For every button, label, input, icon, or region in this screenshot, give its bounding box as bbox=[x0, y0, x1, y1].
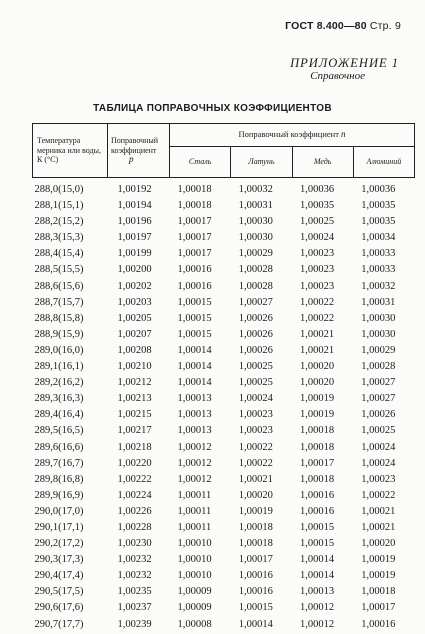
copper-cell: 1,00036 bbox=[300, 184, 335, 195]
temperature-cell: 289,8(16,8) bbox=[34, 473, 84, 485]
temperature-cell: 288,7(15,7) bbox=[34, 296, 84, 308]
temperature-cell: 288,2(15,2) bbox=[34, 216, 84, 228]
brass-cell: 1,00032 bbox=[238, 184, 273, 195]
column-header-n: Поправочный коэффициент n bbox=[170, 124, 415, 147]
correction-coefficients-table bbox=[32, 123, 415, 633]
temperature-cell: 289,4(16,4) bbox=[34, 409, 84, 421]
table-row bbox=[33, 552, 415, 568]
aluminum-cell: 1,00030 bbox=[361, 312, 396, 324]
appendix-title: ПРИЛОЖЕНИЕ 1 bbox=[290, 56, 399, 70]
table-row bbox=[33, 311, 415, 327]
aluminum-cell: 1,00016 bbox=[361, 618, 396, 630]
steel-cell: 1,00010 bbox=[177, 538, 212, 550]
copper-cell: 1,00023 bbox=[300, 264, 335, 276]
aluminum-cell: 1,00033 bbox=[361, 248, 396, 260]
steel-cell: 1,00016 bbox=[177, 264, 212, 276]
table-body bbox=[33, 178, 415, 633]
aluminum-cell: 1,00033 bbox=[361, 264, 396, 276]
table-row bbox=[33, 327, 415, 343]
p-cell: 1,00237 bbox=[117, 602, 152, 614]
aluminum-cell: 1,00031 bbox=[361, 296, 396, 308]
temperature-cell: 290,4(17,4) bbox=[34, 570, 84, 582]
aluminum-cell: 1,00020 bbox=[361, 538, 396, 550]
steel-cell: 1,00013 bbox=[177, 425, 212, 437]
copper-cell: 1,00012 bbox=[300, 602, 335, 614]
aluminum-cell: 1,00019 bbox=[361, 570, 396, 582]
p-cell: 1,00192 bbox=[117, 184, 152, 195]
brass-cell: 1,00026 bbox=[238, 312, 273, 324]
p-cell: 1,00239 bbox=[117, 618, 152, 630]
temperature-cell: 290,3(17,3) bbox=[34, 554, 84, 566]
table-header bbox=[33, 124, 415, 178]
copper-cell: 1,00035 bbox=[300, 200, 335, 212]
steel-cell: 1,00010 bbox=[177, 554, 212, 566]
brass-cell: 1,00020 bbox=[238, 489, 273, 501]
temperature-cell: 290,5(17,5) bbox=[34, 586, 84, 598]
copper-cell: 1,00012 bbox=[300, 618, 335, 630]
aluminum-cell: 1,00022 bbox=[361, 489, 396, 501]
p-cell: 1,00194 bbox=[117, 200, 152, 212]
brass-cell: 1,00025 bbox=[238, 377, 273, 389]
aluminum-cell: 1,00035 bbox=[361, 200, 396, 212]
standard-number: ГОСТ 8.400—80 bbox=[285, 20, 367, 32]
copper-cell: 1,00014 bbox=[300, 554, 335, 566]
p-cell: 1,00232 bbox=[117, 570, 152, 582]
copper-cell: 1,00024 bbox=[300, 232, 335, 244]
aluminum-cell: 1,00024 bbox=[361, 457, 396, 469]
aluminum-cell: 1,00018 bbox=[361, 586, 396, 598]
table-row bbox=[33, 407, 415, 423]
steel-cell: 1,00012 bbox=[177, 473, 212, 485]
temperature-cell: 288,8(15,8) bbox=[34, 312, 84, 324]
steel-cell: 1,00015 bbox=[177, 328, 212, 340]
n-symbol: n bbox=[341, 129, 346, 140]
aluminum-cell: 1,00024 bbox=[361, 441, 396, 453]
steel-cell: 1,00011 bbox=[177, 489, 212, 501]
column-header-p: Поправочный коэффициент p bbox=[108, 124, 170, 178]
brass-cell: 1,00015 bbox=[238, 602, 273, 614]
p-cell: 1,00218 bbox=[117, 441, 152, 453]
temperature-cell: 288,6(15,6) bbox=[34, 280, 84, 292]
aluminum-cell: 1,00032 bbox=[361, 280, 396, 292]
table-row bbox=[33, 600, 415, 616]
steel-cell: 1,00016 bbox=[177, 280, 212, 292]
table-row bbox=[33, 536, 415, 552]
table-row bbox=[33, 214, 415, 230]
p-cell: 1,00200 bbox=[117, 264, 152, 276]
temperature-cell: 289,9(16,9) bbox=[34, 489, 84, 501]
table-row bbox=[33, 520, 415, 536]
copper-cell: 1,00017 bbox=[300, 457, 335, 469]
aluminum-cell: 1,00025 bbox=[361, 425, 396, 437]
p-cell: 1,00202 bbox=[117, 280, 152, 292]
p-cell: 1,00232 bbox=[117, 554, 152, 566]
brass-cell: 1,00029 bbox=[238, 248, 273, 260]
p-cell: 1,00207 bbox=[117, 328, 152, 340]
temperature-cell: 290,6(17,6) bbox=[34, 602, 84, 614]
p-cell: 1,00235 bbox=[117, 586, 152, 598]
steel-cell: 1,00015 bbox=[177, 296, 212, 308]
p-cell: 1,00226 bbox=[117, 505, 152, 517]
table-row bbox=[33, 423, 415, 439]
appendix-subtitle: Справочное bbox=[310, 70, 365, 82]
table-row bbox=[33, 178, 415, 199]
copper-cell: 1,00022 bbox=[300, 312, 335, 324]
brass-cell: 1,00021 bbox=[238, 473, 273, 485]
steel-cell: 1,00017 bbox=[177, 248, 212, 260]
aluminum-cell: 1,00027 bbox=[361, 393, 396, 405]
steel-cell: 1,00018 bbox=[177, 184, 212, 195]
table-row bbox=[33, 504, 415, 520]
copper-cell: 1,00020 bbox=[300, 361, 335, 373]
table-row bbox=[33, 440, 415, 456]
aluminum-cell: 1,00030 bbox=[361, 328, 396, 340]
aluminum-cell: 1,00027 bbox=[361, 377, 396, 389]
copper-cell: 1,00016 bbox=[300, 505, 335, 517]
table-row bbox=[33, 279, 415, 295]
table-row bbox=[33, 488, 415, 504]
p-cell: 1,00197 bbox=[117, 232, 152, 244]
steel-cell: 1,00013 bbox=[177, 393, 212, 405]
table-row bbox=[33, 584, 415, 600]
steel-cell: 1,00015 bbox=[177, 312, 212, 324]
aluminum-cell: 1,00029 bbox=[361, 344, 396, 356]
p-cell: 1,00220 bbox=[117, 457, 152, 469]
steel-cell: 1,00017 bbox=[177, 232, 212, 244]
copper-cell: 1,00020 bbox=[300, 377, 335, 389]
copper-cell: 1,00023 bbox=[300, 280, 335, 292]
steel-cell: 1,00014 bbox=[177, 361, 212, 373]
p-cell: 1,00228 bbox=[117, 521, 152, 533]
steel-cell: 1,00010 bbox=[177, 570, 212, 582]
p-cell: 1,00222 bbox=[117, 473, 152, 485]
p-cell: 1,00213 bbox=[117, 393, 152, 405]
copper-cell: 1,00018 bbox=[300, 441, 335, 453]
brass-cell: 1,00030 bbox=[238, 232, 273, 244]
aluminum-cell: 1,00035 bbox=[361, 216, 396, 228]
temperature-cell: 288,5(15,5) bbox=[34, 264, 84, 276]
copper-cell: 1,00021 bbox=[300, 344, 335, 356]
aluminum-cell: 1,00017 bbox=[361, 602, 396, 614]
table-row bbox=[33, 230, 415, 246]
table-row bbox=[33, 343, 415, 359]
page-header bbox=[285, 20, 401, 32]
p-cell: 1,00208 bbox=[117, 344, 152, 356]
table-row bbox=[33, 391, 415, 407]
column-header-copper: Медь bbox=[292, 146, 353, 177]
steel-cell: 1,00017 bbox=[177, 216, 212, 228]
aluminum-cell: 1,00021 bbox=[361, 505, 396, 517]
brass-cell: 1,00016 bbox=[238, 586, 273, 598]
p-cell: 1,00230 bbox=[117, 538, 152, 550]
brass-cell: 1,00026 bbox=[238, 344, 273, 356]
table-row bbox=[33, 456, 415, 472]
copper-cell: 1,00015 bbox=[300, 521, 335, 533]
copper-cell: 1,00025 bbox=[300, 216, 335, 228]
column-header-brass: Латунь bbox=[231, 146, 292, 177]
temperature-cell: 289,1(16,1) bbox=[34, 361, 84, 373]
p-cell: 1,00203 bbox=[117, 296, 152, 308]
temperature-cell: 289,2(16,2) bbox=[34, 377, 84, 389]
steel-cell: 1,00008 bbox=[177, 618, 212, 630]
steel-cell: 1,00012 bbox=[177, 457, 212, 469]
brass-cell: 1,00023 bbox=[238, 409, 273, 421]
aluminum-cell: 1,00023 bbox=[361, 473, 396, 485]
p-cell: 1,00199 bbox=[117, 248, 152, 260]
aluminum-cell: 1,00028 bbox=[361, 361, 396, 373]
temperature-cell: 289,0(16,0) bbox=[34, 344, 84, 356]
brass-cell: 1,00018 bbox=[238, 521, 273, 533]
steel-cell: 1,00011 bbox=[177, 505, 212, 517]
copper-cell: 1,00021 bbox=[300, 328, 335, 340]
brass-cell: 1,00016 bbox=[238, 570, 273, 582]
steel-cell: 1,00013 bbox=[177, 409, 212, 421]
brass-cell: 1,00030 bbox=[238, 216, 273, 228]
aluminum-cell: 1,00026 bbox=[361, 409, 396, 421]
p-cell: 1,00215 bbox=[117, 409, 152, 421]
steel-cell: 1,00011 bbox=[177, 521, 212, 533]
copper-cell: 1,00019 bbox=[300, 393, 335, 405]
p-cell: 1,00217 bbox=[117, 425, 152, 437]
p-cell: 1,00210 bbox=[117, 361, 152, 373]
brass-cell: 1,00026 bbox=[238, 328, 273, 340]
temperature-cell: 288,9(15,9) bbox=[34, 328, 84, 340]
p-cell: 1,00212 bbox=[117, 377, 152, 389]
aluminum-cell: 1,00034 bbox=[361, 232, 396, 244]
table-row bbox=[33, 246, 415, 262]
column-header-aluminum: Алюминий bbox=[353, 146, 414, 177]
temperature-cell: 288,0(15,0) bbox=[34, 184, 84, 195]
p-symbol: p bbox=[129, 154, 134, 165]
copper-cell: 1,00016 bbox=[300, 489, 335, 501]
copper-cell: 1,00022 bbox=[300, 296, 335, 308]
temperature-cell: 290,0(17,0) bbox=[34, 505, 84, 517]
brass-cell: 1,00028 bbox=[238, 280, 273, 292]
table-row bbox=[33, 568, 415, 584]
copper-cell: 1,00018 bbox=[300, 473, 335, 485]
aluminum-cell: 1,00019 bbox=[361, 554, 396, 566]
copper-cell: 1,00018 bbox=[300, 425, 335, 437]
table-row bbox=[33, 295, 415, 311]
table-row bbox=[33, 617, 415, 633]
copper-cell: 1,00019 bbox=[300, 409, 335, 421]
temperature-cell: 290,2(17,2) bbox=[34, 538, 84, 550]
table-row bbox=[33, 198, 415, 214]
brass-cell: 1,00031 bbox=[238, 200, 273, 212]
brass-cell: 1,00022 bbox=[238, 457, 273, 469]
temperature-cell: 288,1(15,1) bbox=[34, 200, 84, 212]
brass-cell: 1,00014 bbox=[238, 618, 273, 630]
temperature-cell: 290,1(17,1) bbox=[34, 521, 84, 533]
table-title: ТАБЛИЦА ПОПРАВОЧНЫХ КОЭФФИЦИЕНТОВ bbox=[93, 103, 332, 114]
copper-cell: 1,00015 bbox=[300, 538, 335, 550]
steel-cell: 1,00009 bbox=[177, 586, 212, 598]
page-number: Стр. 9 bbox=[369, 20, 401, 32]
brass-cell: 1,00023 bbox=[238, 425, 273, 437]
brass-cell: 1,00019 bbox=[238, 505, 273, 517]
temperature-cell: 289,6(16,6) bbox=[34, 441, 84, 453]
steel-cell: 1,00014 bbox=[177, 377, 212, 389]
steel-cell: 1,00018 bbox=[177, 200, 212, 212]
steel-cell: 1,00012 bbox=[177, 441, 212, 453]
brass-cell: 1,00025 bbox=[238, 361, 273, 373]
p-cell: 1,00196 bbox=[117, 216, 152, 228]
temperature-cell: 289,5(16,5) bbox=[34, 425, 84, 437]
table-row bbox=[33, 359, 415, 375]
brass-cell: 1,00017 bbox=[238, 554, 273, 566]
table-row bbox=[33, 472, 415, 488]
brass-cell: 1,00022 bbox=[238, 441, 273, 453]
copper-cell: 1,00014 bbox=[300, 570, 335, 582]
steel-cell: 1,00009 bbox=[177, 602, 212, 614]
table-row bbox=[33, 375, 415, 391]
aluminum-cell: 1,00021 bbox=[361, 521, 396, 533]
brass-cell: 1,00018 bbox=[238, 538, 273, 550]
aluminum-cell: 1,00036 bbox=[361, 184, 396, 195]
temperature-cell: 288,3(15,3) bbox=[34, 232, 84, 244]
temperature-cell: 289,3(16,3) bbox=[34, 393, 84, 405]
column-header-steel: Сталь bbox=[170, 146, 231, 177]
steel-cell: 1,00014 bbox=[177, 344, 212, 356]
brass-cell: 1,00027 bbox=[238, 296, 273, 308]
column-header-temperature: Температура мерника или воды, К (°С) bbox=[33, 124, 108, 178]
temperature-cell: 289,7(16,7) bbox=[34, 457, 84, 469]
brass-cell: 1,00024 bbox=[238, 393, 273, 405]
copper-cell: 1,00023 bbox=[300, 248, 335, 260]
table-row bbox=[33, 262, 415, 278]
copper-cell: 1,00013 bbox=[300, 586, 335, 598]
brass-cell: 1,00028 bbox=[238, 264, 273, 276]
temperature-cell: 290,7(17,7) bbox=[34, 618, 84, 630]
p-cell: 1,00224 bbox=[117, 489, 152, 501]
p-cell: 1,00205 bbox=[117, 312, 152, 324]
temperature-cell: 288,4(15,4) bbox=[34, 248, 84, 260]
